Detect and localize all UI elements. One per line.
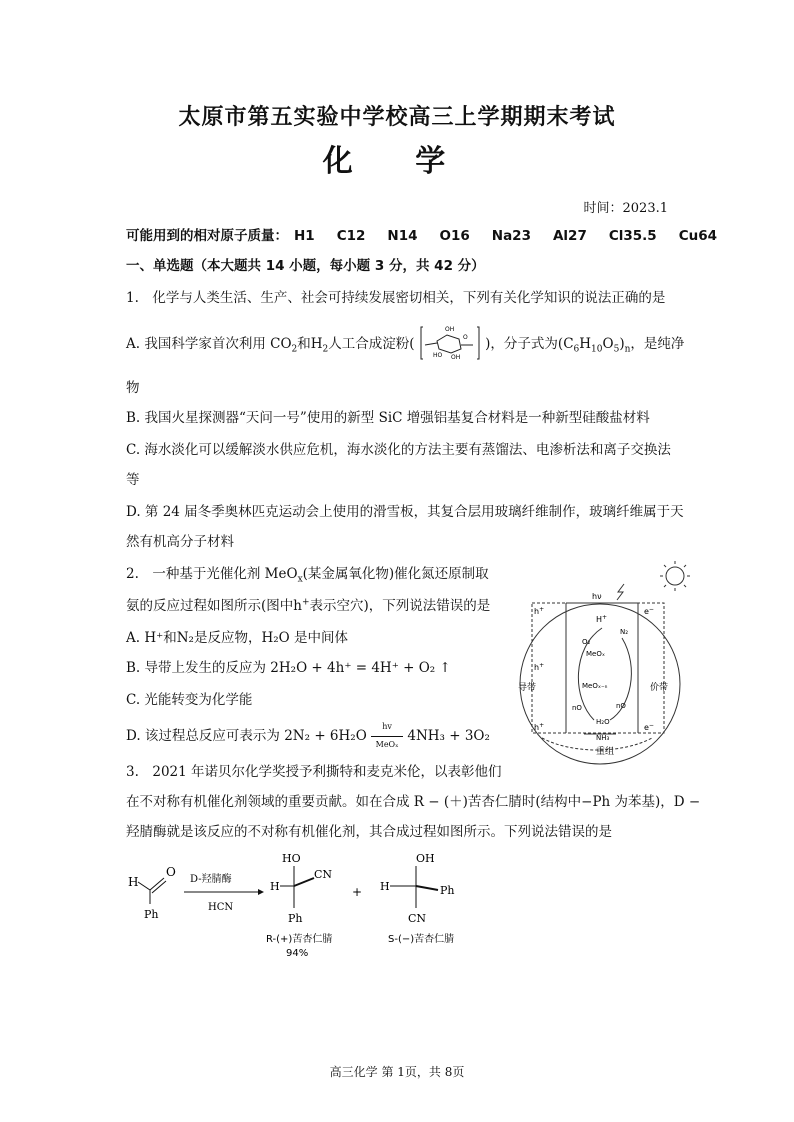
q2-stem-line1: 2. 一种基于光催化剂 MeO$_x$(某金属氧化物)催化氮还原制取 <box>126 566 489 585</box>
svg-text:h+: h+ <box>534 662 545 672</box>
atomic-masses <box>126 224 739 244</box>
svg-text:NH₃: NH₃ <box>596 734 610 742</box>
mass-item: Na23 <box>491 228 531 244</box>
mandelonitrile-scheme <box>126 846 486 976</box>
q2-option-b: B. 导带上发生的反应为 2H₂O + 4h⁺ = 4H⁺ + O₂ ↑ <box>126 660 451 676</box>
q2-option-a: A. H⁺和N₂是反应物，H₂O 是中间体 <box>126 630 348 646</box>
prod1-h: H <box>270 880 280 893</box>
prod2-oh: OH <box>416 852 435 865</box>
masses-label: 可能用到的相对原子质量： <box>126 228 288 244</box>
benzaldehyde-h: H <box>128 875 139 889</box>
q1-option-c-cont: 等 <box>126 472 140 488</box>
reagent-top: D-羟腈酶 <box>190 874 232 885</box>
page-footer: 高三化学 第 1页，共 8页 <box>329 1065 465 1079</box>
prod1-name: R-(+)苦杏仁腈 <box>266 934 333 945</box>
q3-stem-line1: 3. 2021 年诺贝尔化学奖授予利撕特和麦克米伦，以表彰他们 <box>126 764 502 780</box>
q1-a-text2: 和H <box>297 336 323 352</box>
prod1-ho: HO <box>282 852 301 865</box>
svg-text:h+: h+ <box>534 722 545 732</box>
mass-item: C12 <box>336 228 366 244</box>
q1-a-text3: 人工合成淀粉( <box>328 336 415 352</box>
mass-item: Cl35.5 <box>608 228 657 244</box>
q1-option-a-cont: 物 <box>126 380 140 396</box>
svg-text:O₂: O₂ <box>582 638 591 646</box>
sun-icon <box>660 561 690 591</box>
prod2-name: S-(−)苦杏仁腈 <box>388 934 455 945</box>
mass-item: Cu64 <box>678 228 717 244</box>
q2-stem-a: 2. 一种基于光催化剂 MeO <box>126 566 298 582</box>
mass-item: N14 <box>387 228 418 244</box>
prod2-cn: CN <box>408 912 427 925</box>
q2-stem-line2: 氨的反应过程如图所示(图中h+表示空穴)，下列说法错误的是 <box>126 597 491 614</box>
svg-text:MeOₓ: MeOₓ <box>586 650 605 658</box>
q1-option-a: A. 我国科学家首次利用 $CO_2$和$H_2$人工合成淀粉( OH HO OH O )，分子式为$(C_6H_{10}O_5)_n$，是纯净 <box>126 332 684 355</box>
left-band-label: 导带 <box>518 683 537 693</box>
q2-d-text: D. 该过程总反应可表示为 2N₂ + 6H₂O <box>126 728 367 744</box>
q2-stem-c: 氨的反应过程如图所示(图中h <box>126 598 302 614</box>
q2-d-text2: 4NH₃ + 3O₂ <box>407 728 490 744</box>
photocatalysis-diagram <box>512 558 692 768</box>
benzaldehyde-ph: Ph <box>144 908 159 921</box>
right-band-label: 价带 <box>650 683 669 693</box>
arrow-top: hv <box>382 722 392 731</box>
svg-text:N₂: N₂ <box>620 628 629 636</box>
q1-option-c: C. 海水淡化可以缓解淡水供应危机，海水淡化的方法主要有蒸馏法、电渗析法和离子交换法 <box>126 442 671 458</box>
q3-stem-line3: 羟腈酶就是该反应的不对称有机催化剂，其合成过程如图所示。下列说法错误的是 <box>126 824 612 840</box>
prod1-ph: Ph <box>288 912 303 925</box>
prod2-ph: Ph <box>440 884 455 897</box>
svg-text:HO: HO <box>432 351 443 359</box>
q2-stem-b: (某金属氧化物)催化氮还原制取 <box>302 566 489 582</box>
q2-option-d <box>126 722 490 749</box>
svg-text:h+: h+ <box>534 606 545 616</box>
plus-sign: + <box>352 885 363 899</box>
mass-item: Al27 <box>552 228 587 244</box>
q1-option-d-cont: 然有机高分子材料 <box>126 534 234 550</box>
reagent-bottom: HCN <box>208 902 234 913</box>
svg-text:nO: nO <box>616 702 626 710</box>
q1-a-text: A. 我国科学家首次利用 CO <box>126 336 292 352</box>
exam-time: 时间：2023.1 <box>583 201 668 216</box>
svg-text:MeOₓ₋ₙ: MeOₓ₋ₙ <box>582 682 608 690</box>
starch-structure-icon <box>419 323 481 365</box>
exam-title: 太原市第五实验中学校高三上学期期末考试 <box>178 105 616 130</box>
benzaldehyde-o: O <box>166 865 176 879</box>
mass-item: H1 <box>294 228 315 244</box>
svg-text:OH: OH <box>450 353 461 361</box>
svg-text:H+: H+ <box>596 614 608 624</box>
q1-option-d: D. 第 24 届冬季奥林匹克运动会上使用的滑雪板，其复合层用玻璃纤维制作，玻璃纤维属于天 <box>126 504 684 520</box>
q1-stem: 1. 化学与人类生活、生产、社会可持续发展密切相关，下列有关化学知识的说法正确的是 <box>126 290 666 306</box>
q2-option-c: C. 光能转变为化学能 <box>126 692 253 708</box>
svg-text:e−: e− <box>644 606 654 616</box>
svg-text:e−: e− <box>644 722 654 732</box>
prod1-yield: 94% <box>286 948 309 959</box>
reaction-arrow <box>371 722 403 749</box>
q1-option-b: B. 我国火星探测器“天问一号”使用的新型 SiC 增强铝基复合材料是一种新型硅酸盐材料 <box>126 410 650 426</box>
svg-text:H₂O: H₂O <box>596 718 610 726</box>
prod2-h: H <box>380 880 390 893</box>
svg-text:OH: OH <box>444 325 455 333</box>
q1-a-text4: )，分子式为(C <box>485 336 574 352</box>
section-heading: 一、单选题（本大题共 14 小题，每小题 3 分，共 42 分） <box>126 258 485 274</box>
q3-stem-line2: 在不对称有机催化剂领域的重要贡献。如在合成 R − (＋)苦杏仁腈时(结构中−Ph 为苯基)，D − <box>126 794 701 810</box>
svg-text:O: O <box>462 333 468 341</box>
svg-text:nO: nO <box>572 704 582 712</box>
q2-stem-d: 表示空穴)，下列说法错误的是 <box>309 598 491 614</box>
prod1-cn: CN <box>314 868 333 881</box>
subject-title: 化 学 <box>322 144 472 179</box>
q1-a-text5: ，是纯净 <box>630 336 685 352</box>
arrow-bottom: MeOₓ <box>375 740 399 749</box>
recombination-label: 重组 <box>596 747 615 757</box>
mass-item: O16 <box>439 228 470 244</box>
hv-label: hν <box>592 592 602 601</box>
